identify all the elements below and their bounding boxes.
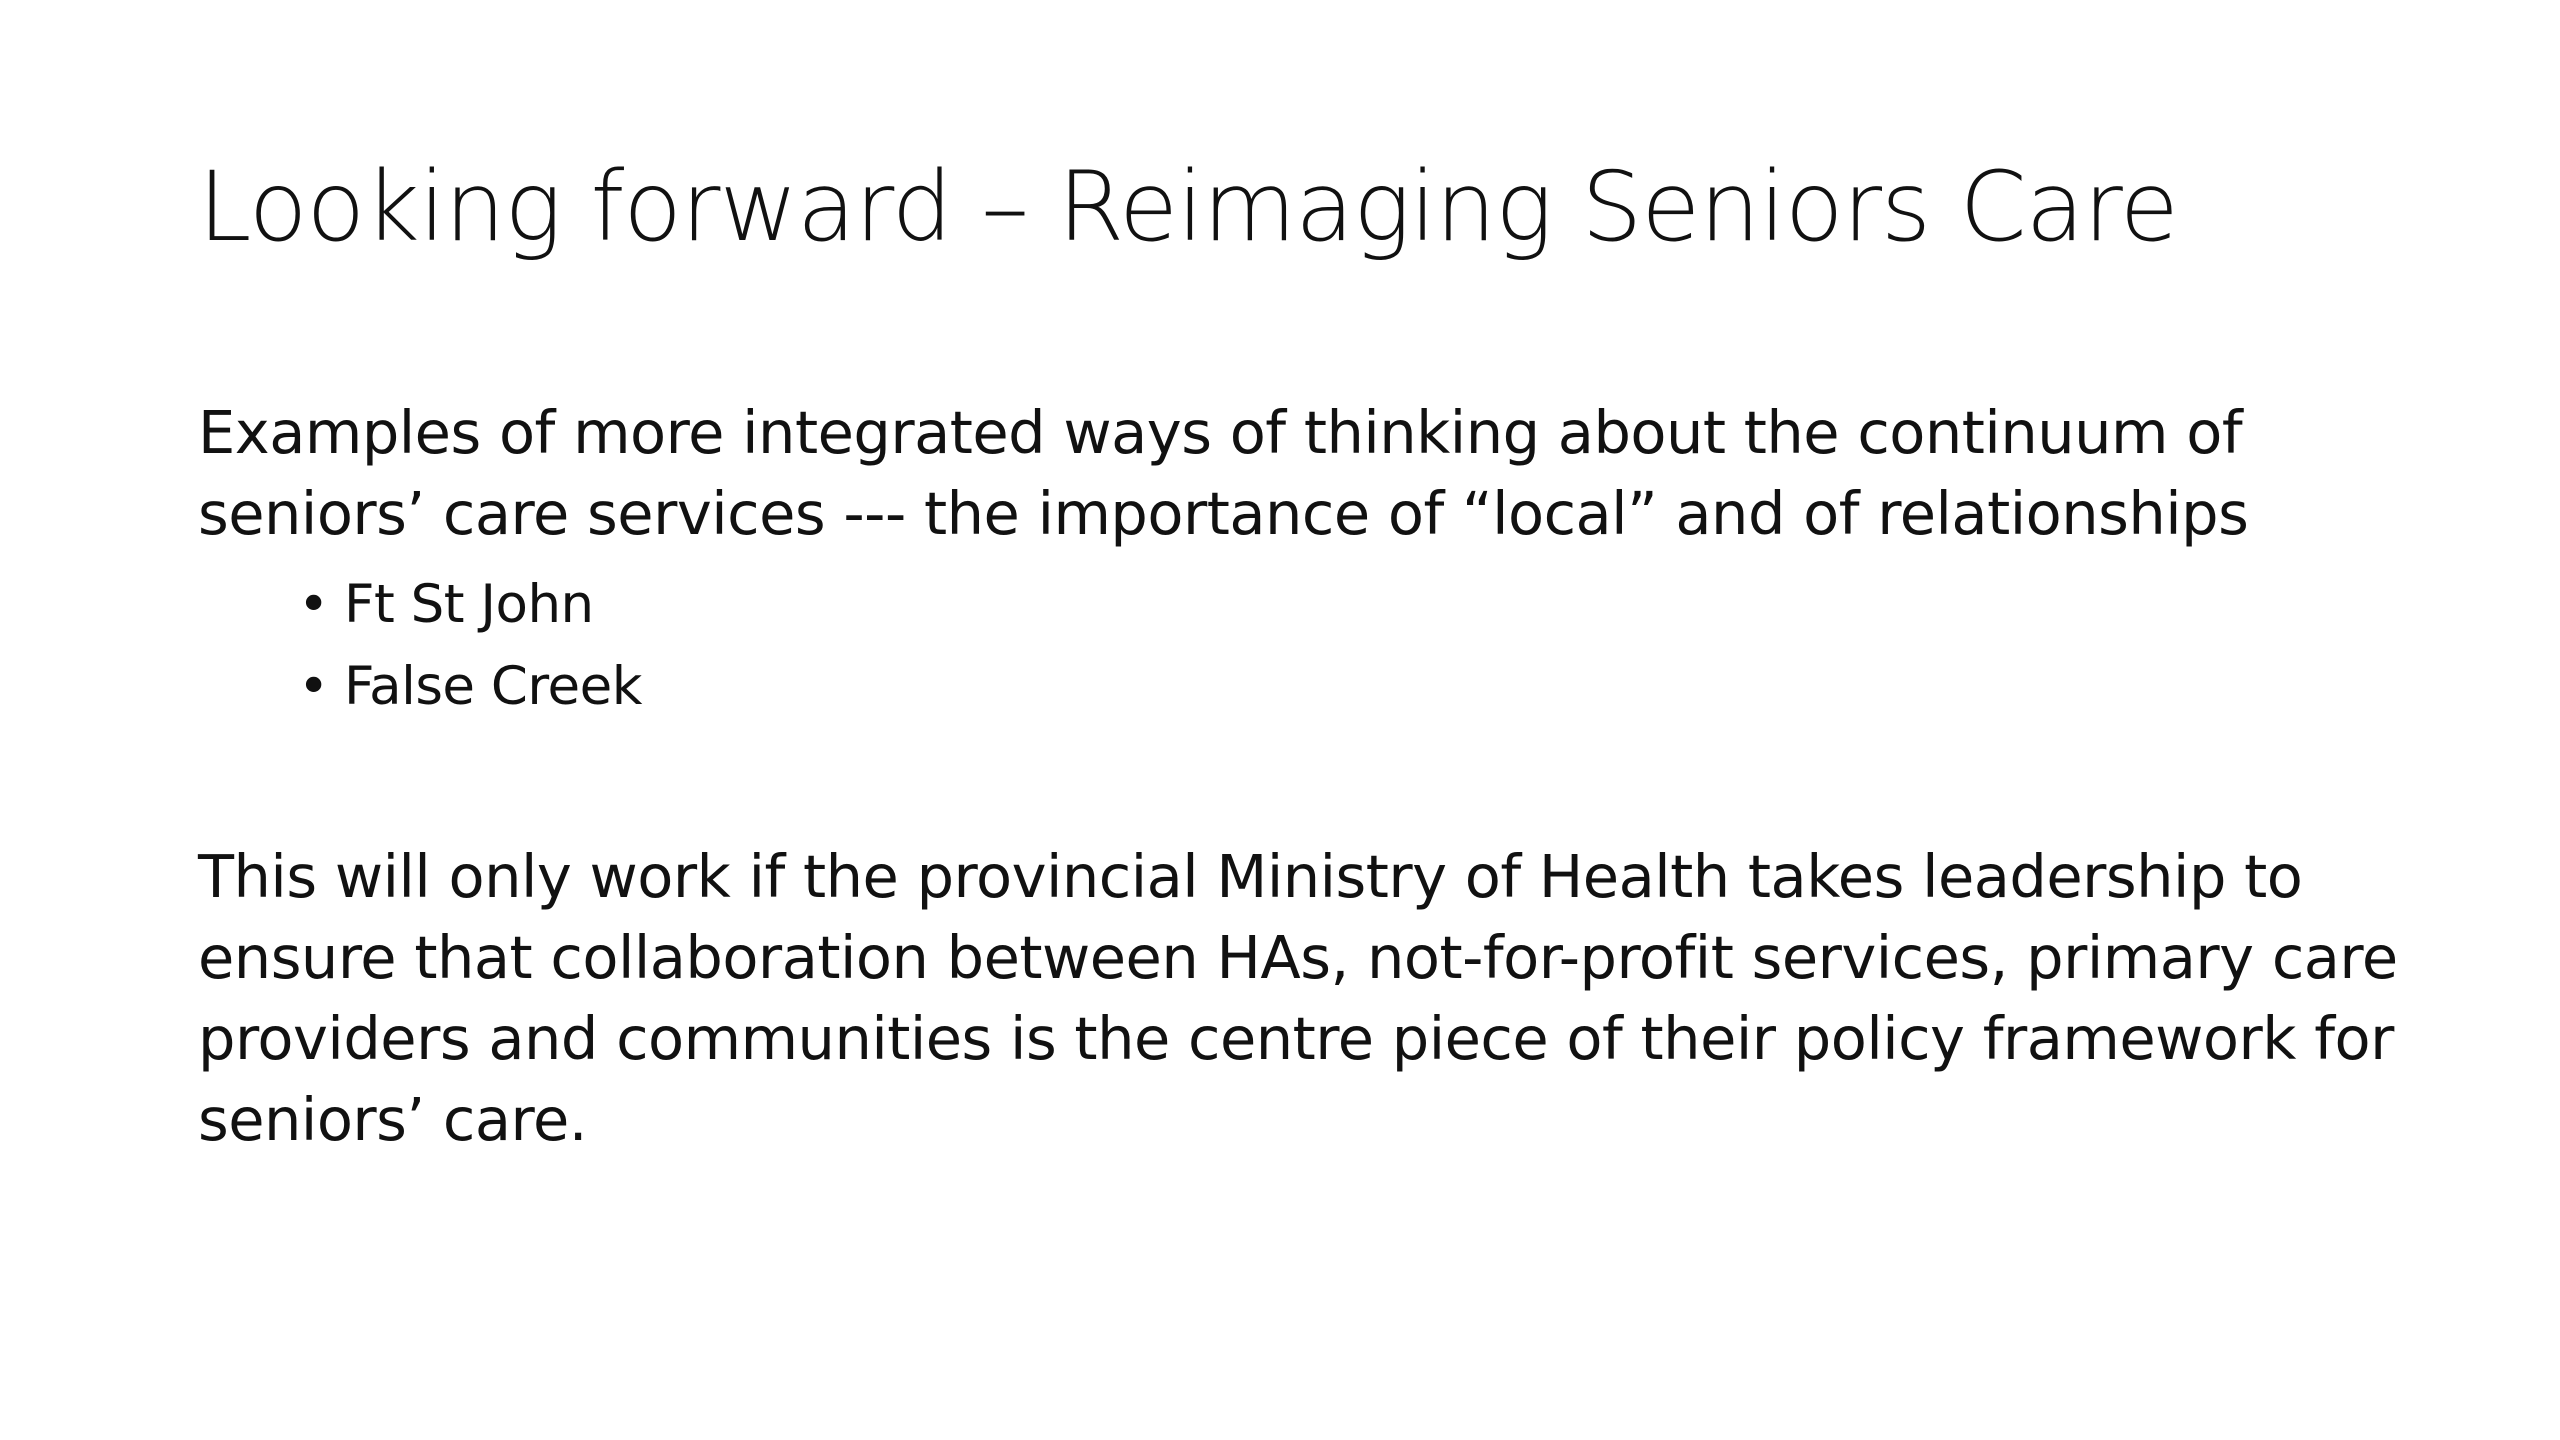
slide-title: Looking forward – Reimaging Seniors Care [198,151,2178,263]
intro-paragraph: Examples of more integrated ways of thinking about the continuum of seniors’ care services --- the importance of “local” and of relationships [198,398,2249,548]
bullet-text: Ft St John [344,574,594,635]
bullet-text: False Creek [344,656,642,717]
list-item [298,646,2418,728]
closing-paragraph: This will only work if the provincial Ministry of Health takes leadership to ensure that collaboration between HAs, not-for-profit services, primary care providers and communities is the centre piece of their policy framework for seniors’ care. [198,842,2398,1154]
list-item [298,564,2418,646]
bullet-icon: • [298,656,329,717]
bullet-icon: • [298,574,329,635]
slide-body [198,392,2418,1160]
bullet-list [198,564,2418,728]
